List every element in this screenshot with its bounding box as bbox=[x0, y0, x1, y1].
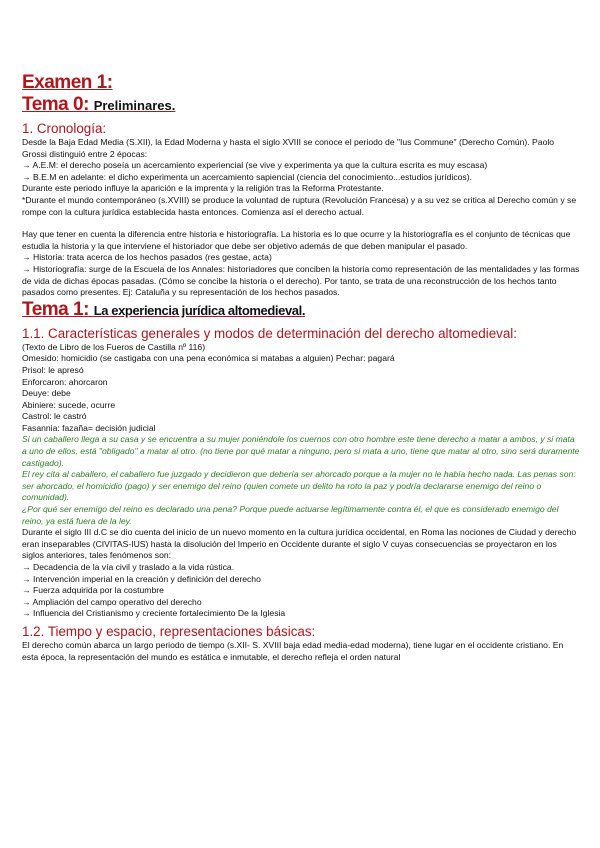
glossary-item: Deuye: debe bbox=[22, 388, 71, 399]
section-1-1-heading: 1.1. Características generales y modos de determinación del derecho altomedieval: bbox=[22, 325, 517, 341]
glossary-item: Abiniere: sucede, ocurre bbox=[22, 399, 116, 410]
tema0-heading bbox=[22, 94, 580, 117]
tema0-label: Tema 0: bbox=[22, 94, 89, 115]
glossary-item: Omesido: homicidio (se castigaba con una pena económica si matabas a alguien) Pechar: pagará bbox=[22, 353, 395, 364]
tema1-heading bbox=[22, 299, 580, 322]
list-item: → Historia: trata acerca de los hechos pasados (res gestae, acta) bbox=[22, 252, 272, 263]
list-item: → Influencia del Cristianismo y creciente fortalecimiento De la Iglesia bbox=[22, 608, 286, 619]
paragraph: El derecho común abarca un largo periodo de tiempo (s.XII- S. XVIII baja edad media-edad moderna), tiene lugar en el occidente cristiano. En esta época, la representación del mundo es estática e inmutable, el derecho refleja el orden natural bbox=[22, 639, 564, 662]
list-item: → Historiografía: surge de la Escuela de los Annales: historiadores que conciben la historia como representación de las mentalidades y las formas de vida de dichas épocas pasadas. (Cómo se concibe la historia o el derecho). Por tanto, se trata de una reconstrucción de los hechos tanto pasados como presentes. Ej: Cataluña y su representación de los hechos pasados. bbox=[22, 263, 580, 298]
list-item: → B.E.M en adelante: el dicho experimenta un acercamiento sapiencial (ciencia del conocimiento...estudios jurídicos). bbox=[22, 171, 472, 182]
paragraph: Durante este periodo influye la aparición e la imprenta y la religión tras la Reforma Protestante. bbox=[22, 183, 384, 194]
list-item: → Ampliación del campo operativo del derecho bbox=[22, 596, 202, 607]
exam-title: Examen 1: bbox=[22, 72, 113, 93]
glossary-item: Prisol: le apresó bbox=[22, 364, 84, 375]
paragraph: *Durante el mundo contemporáneo (s.XVIII) se produce la voluntad de ruptura (Revolución Francesa) y a su vez se critica al Derecho común y se rompe con la cultura jurídica establecida hasta entonces. Comienza así el derecho actual. bbox=[22, 194, 577, 217]
paragraph: Desde la Baja Edad Media (S.XII), la Edad Moderna y hasta el siglo XVIII se conoce el periodo de "Ius Commune" (Derecho Común). Paolo Grossi distinguió entre 2 épocas: bbox=[22, 137, 555, 159]
text-reference: (Texto de Libro de los Fueros de Castilla nº 116) bbox=[22, 341, 206, 352]
section-1-heading: 1. Cronología: bbox=[22, 121, 107, 136]
list-item: → Fuerza adquirida por la costumbre bbox=[22, 585, 164, 596]
glossary-item: Enforcaron: ahorcaron bbox=[22, 376, 108, 387]
commentary-paragraph: El rey cita al caballero, el caballero fue juzgado y decidieron que debería ser ahorcado porque a la mujer no le había hecho nada. Las penas son: ser ahorcado, el homicidio (pago) y ser enemigo del reino (quien comete un delito ha roto la paz y podría declararse enemigo del reino o comunidad). bbox=[22, 469, 576, 503]
paragraph: Hay que tener en cuenta la diferencia entre historia e historiografía. La historia es lo que ocurre y la historiografía es el conjunto de técnicas que estudia la historia y la que interviene el historiador que debe ser objetivo además de que deben manipular el pasado. bbox=[22, 229, 571, 251]
list-item: → A.E.M: el derecho poseía un acercamiento experiencial (se vive y experimenta ya que la cultura escrita es muy escasa) bbox=[22, 160, 488, 171]
commentary-paragraph: ¿Por qué ser enemigo del reino es declarado una pena? Porque puede actuarse legítimamente contra él, el que es considerado enemigo del reino, ya está fuera de la ley. bbox=[22, 504, 559, 526]
glossary-item: Fasannia: fazaña= decisión judicial bbox=[22, 422, 156, 433]
paragraph: Durante el siglo III d.C se dio cuenta del inicio de un nuevo momento en la cultura jurídica occidental, en Roma las nociones de Ciudad y derecho eran inseparables (CIVITAS-IUS) hasta la disolución del Imperio en Occidente durante el siglo V cuyas consecuencias se proyectaron en los siglos anteriores, tales fenómenos son: bbox=[22, 527, 577, 561]
list-item: → Intervención imperial en la creación y definición del derecho bbox=[22, 573, 261, 584]
list-item: → Decadencia de la vía civil y traslado a la vida rústica. bbox=[22, 562, 235, 572]
commentary-paragraph: Si un caballero llega a su casa y se encuentra a su mujer poniéndole los cuernos con otro hombre este tiene derecho a matar a ambos, y si mata a uno de ellos, está "obligado" a matar al otro. (no tiene por qué matar a ninguno, pero si mata a uno, tiene que matar al otro, sino será duramente castigado). bbox=[22, 434, 580, 468]
tema1-subtitle: La experiencia jurídica altomedieval. bbox=[93, 302, 306, 318]
tema1-label: Tema 1: bbox=[22, 298, 89, 320]
document-page bbox=[22, 72, 580, 663]
glossary-item: Castrol: le castró bbox=[22, 411, 87, 422]
tema0-subtitle: Preliminares. bbox=[93, 98, 176, 113]
section-1-2-heading: 1.2. Tiempo y espacio, representaciones básicas: bbox=[22, 623, 316, 639]
